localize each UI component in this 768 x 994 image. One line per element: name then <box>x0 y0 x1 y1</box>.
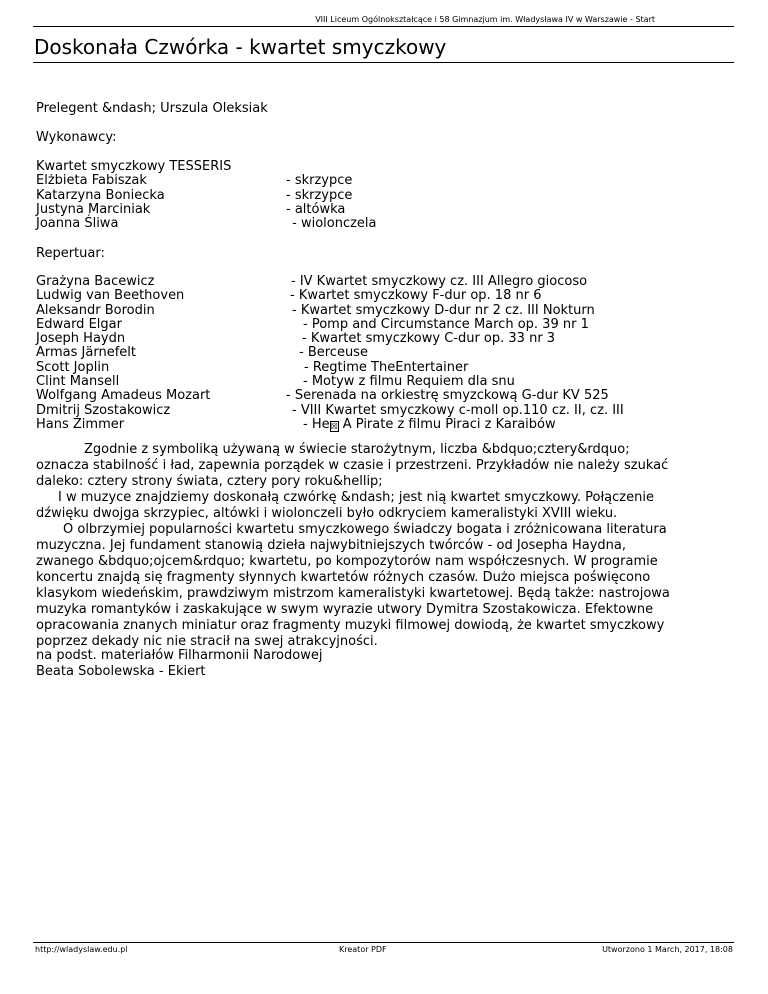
composer-name: Edward Elgar <box>36 316 122 332</box>
work-title: - Kwartet smyczkowy F-dur op. 18 nr 6 <box>290 288 542 304</box>
ensemble-name: Kwartet smyczkowy TESSERIS <box>36 159 232 174</box>
work-title: - Serenada na orkiestrę smyzckową G-dur KV 525 <box>286 388 609 404</box>
composer-name: Aleksandr Borodin <box>36 302 155 318</box>
intro-paragraph: O olbrzymiej popularności kwartetu smyczkowego świadczy bogata i zróżnicowana literatura muzyczna. Jej fundament stanowią dzieła najwybitniejszych twórców - od Josepha Haydna, zwanego &bdquo;ojcem&rdquo; kwartetu, po kompozytorów nam współczesnych. W programie koncertu znajdą się fragmenty słynnych kwartetów różnych czasów. Dużo miejsca poświęcono klasykom wiedeńskim, prawdziwym mistrzom kameralistyki kwartetowej. Będą także: nastrojowa muzyka romantyków i zaskakujące w swym wyrazie utwory Dymitra Szostakowicza. Efektowne opracowania znanych miniatur oraz fragmenty muzyki filmowej dowiodą, że kwartet smyczkowy poprzez dekady nic nie stracił na swej atrakcyjności. <box>36 522 670 649</box>
performer-role: - altówka <box>286 201 346 217</box>
work-title <box>271 418 556 432</box>
repertoire-row <box>36 375 624 389</box>
work-title-end: A Pirate z filmu Piraci z Karaibów <box>338 416 556 432</box>
work-title: - Pomp and Circumstance March op. 39 nr 1 <box>303 316 589 332</box>
repertoire-row <box>36 418 624 432</box>
work-title: - Kwartet smyczkowy D-dur nr 2 cz. III Nokturn <box>292 302 595 318</box>
composer-name: Armas Järnefelt <box>36 345 136 361</box>
repertoire-row <box>36 318 624 332</box>
source-note: na podst. materiałów Filharmonii Narodowej <box>36 648 323 663</box>
work-title: - Regtime TheEntertainer <box>304 359 469 375</box>
footer-divider <box>33 942 734 943</box>
repertoire-row <box>36 332 624 346</box>
work-title: - Berceuse <box>299 345 368 361</box>
wykonawcy-heading: Wykonawcy: <box>36 130 117 145</box>
repertoire-row <box>36 304 624 318</box>
performer-row <box>36 189 377 203</box>
repertoire-row <box>36 275 624 289</box>
repertoire-row <box>36 346 624 360</box>
composer-name: Joseph Haydn <box>36 331 126 347</box>
title-divider <box>33 62 734 63</box>
performer-name: Elżbieta Fabiszak <box>36 173 147 189</box>
repertoire-row <box>36 361 624 375</box>
composer-name: Wolfgang Amadeus Mozart <box>36 388 211 404</box>
performer-role: - skrzypce <box>286 187 353 203</box>
missing-glyph-icon: ☒ <box>330 421 338 431</box>
work-title: - Motyw z filmu Requiem dla snu <box>303 374 515 390</box>
repertoire-row <box>36 404 624 418</box>
performer-row <box>36 174 377 188</box>
composer-name: Ludwig van Beethoven <box>36 288 185 304</box>
footer-url[interactable]: http://wladyslaw.edu.pl <box>35 945 128 954</box>
composer-name: Scott Joplin <box>36 359 110 375</box>
intro-paragraph: Zgodnie z symboliką używaną w świecie starożytnym, liczba &bdquo;cztery&rdquo; oznacza stabilność i ład, zapewnia porządek w czasie i przestrzeni. Przykładów nie należy szukać daleko: cztery strony świata, cztery pory roku&hellip; <box>36 442 669 489</box>
performer-name: Katarzyna Boniecka <box>36 187 165 203</box>
work-title: - IV Kwartet smyczkowy cz. III Allegro giocoso <box>291 274 588 289</box>
composer-name: Dmitrij Szostakowicz <box>36 402 171 418</box>
performers-list <box>36 160 377 231</box>
performer-role: - wiolonczela <box>288 216 377 232</box>
work-title-start: - He <box>303 416 330 432</box>
repertoire-row <box>36 389 624 403</box>
composer-name: Hans Zimmer <box>36 416 125 432</box>
page-title: Doskonała Czwórka - kwartet smyczkowy <box>34 35 447 59</box>
header-divider <box>33 26 734 27</box>
work-title: - Kwartet smyczkowy C-dur op. 33 nr 3 <box>302 331 556 347</box>
intro-paragraph: I w muzyce znajdziemy doskonałą czwórkę &ndash; jest nią kwartet smyczkowy. Połączenie dźwięku dwojga skrzypiec, altówki i wiolonczeli było odkryciem kameralistyki XVIII wieku. <box>36 490 654 521</box>
repertoire-row <box>36 289 624 303</box>
composer-name: Grażyna Bacewicz <box>36 274 155 289</box>
performer-role: - skrzypce <box>286 173 353 189</box>
attribution <box>36 648 322 680</box>
composer-name: Clint Mansell <box>36 374 120 390</box>
footer-created: Utworzono 1 March, 2017, 18:08 <box>602 945 733 954</box>
prelegent-line: Prelegent &ndash; Urszula Oleksiak <box>36 101 268 116</box>
page-header: VIII Liceum Ogólnokształcące i 58 Gimnazjum im. Władysława IV w Warszawie - Start <box>315 15 655 24</box>
performer-name: Justyna Marciniak <box>36 201 151 217</box>
performer-row <box>36 217 377 231</box>
author-name: Beata Sobolewska - Ekiert <box>36 664 206 679</box>
repertuar-heading: Repertuar: <box>36 246 105 261</box>
repertoire-list <box>36 275 624 432</box>
footer-generator: Kreator PDF <box>339 945 387 954</box>
performer-name: Joanna Śliwa <box>36 216 119 232</box>
work-title: - VIII Kwartet smyczkowy c-moll op.110 cz. II, cz. III <box>292 402 624 418</box>
